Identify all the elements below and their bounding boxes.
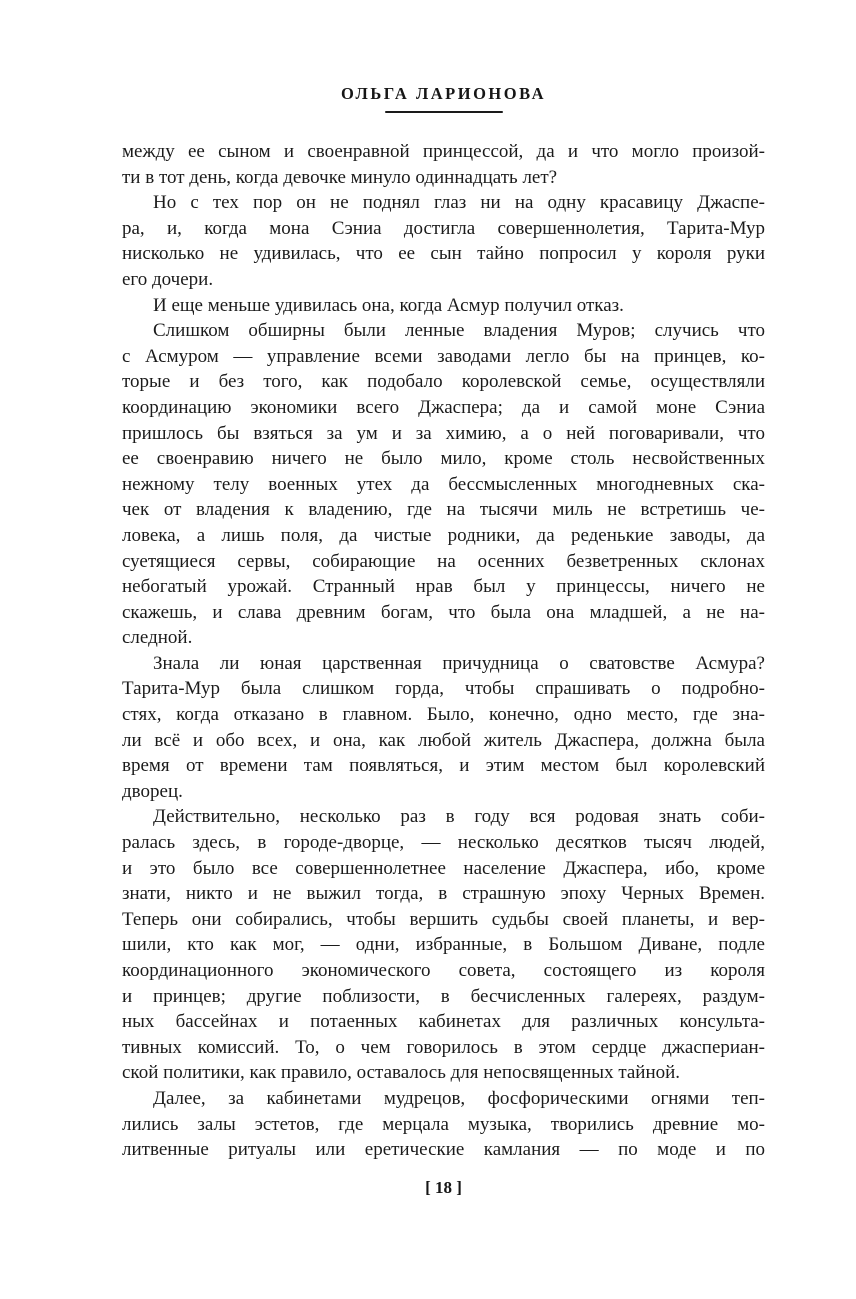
text-line: ралась здесь, в городе-дворце, — несколько десятков тысяч людей,: [122, 832, 765, 854]
text-line: Далее, за кабинетами мудрецов, фосфорическими огнями теп-: [153, 1087, 765, 1109]
text-line: ской политики, как правило, оставалось для непосвященных тайной.: [122, 1062, 681, 1084]
text-line: стях, когда отказано в главном. Было, конечно, одно место, где зна-: [122, 704, 765, 726]
text-line: нисколько не удивилась, что ее сын тайно попросил у короля руки: [122, 243, 765, 265]
text-line: шили, кто как мог, — одни, избранные, в Большом Диване, подле: [122, 934, 765, 956]
text-line: Но с тех пор он не поднял глаз ни на одну красавицу Джаспе-: [153, 192, 765, 214]
page-text: [122, 139, 765, 1163]
text-line: ра, и, когда мона Сэниа достигла совершеннолетия, Тарита-Мур: [122, 217, 765, 239]
text-line: время от времени там появляться, и этим местом был королевский: [122, 755, 765, 777]
text-line: и это было все совершеннолетнее население Джаспера, ибо, кроме: [122, 857, 765, 879]
text-line: скажешь, и слава древним богам, что была она младшей, а не на-: [122, 601, 765, 623]
page-footer: [122, 1178, 765, 1198]
text-line: Знала ли юная царственная причудница о сватовстве Асмура?: [153, 652, 765, 674]
text-line: Действительно, несколько раз в году вся родовая знать соби-: [153, 806, 765, 828]
text-line: следной.: [122, 627, 193, 649]
page-header: [122, 84, 765, 113]
text-line: ее своенравию ничего не было мило, кроме столь несвойственных: [122, 448, 765, 470]
text-line: координацию экономики всего Джаспера; да и самой моне Сэниа: [122, 396, 765, 418]
text-line: его дочери.: [122, 268, 214, 290]
text-line: ловека, а лишь поля, да чистые родники, да реденькие заводы, да: [122, 524, 765, 546]
text-line: литвенные ритуалы или еретические камлания — по моде и по: [122, 1139, 765, 1161]
text-line: Слишком обширны были ленные владения Муров; случись что: [153, 320, 765, 342]
text-line: торые и без того, как подобало королевской семье, осуществляли: [122, 371, 765, 393]
text-line: И еще меньше удивилась она, когда Асмур получил отказ.: [153, 294, 624, 316]
text-line: чек от владения к владению, где на тысячи миль не встретишь че-: [122, 499, 765, 521]
text-line: пришлось бы взяться за ум и за химию, а о ней поговаривали, что: [122, 422, 765, 444]
text-line: дворец.: [122, 780, 183, 802]
text-line: Теперь они собирались, чтобы вершить судьбы своей планеты, и вер-: [122, 908, 765, 930]
header-rule-decoration: [385, 111, 503, 113]
text-line: небогатый урожай. Странный нрав был у принцессы, ничего не: [122, 576, 765, 598]
text-line: нежному телу военных утех да бессмысленных многодневных ска-: [122, 473, 765, 495]
text-line: знати, никто и не выжил тогда, в страшную эпоху Черных Времен.: [122, 883, 765, 905]
text-line: и принцев; другие поблизости, в бесчисленных галереях, раздум-: [122, 985, 765, 1007]
text-line: координационного экономического совета, состоящего из короля: [122, 960, 765, 981]
page-number: [ 18 ]: [425, 1178, 462, 1197]
text-line: ли всё и обо всех, и она, как любой житель Джаспера, должна была: [122, 729, 765, 751]
text-line: между ее сыном и своенравной принцессой, да и что могло произой-: [122, 141, 765, 162]
text-line: тивных комиссий. То, о чем говорилось в этом сердце джаспериан-: [122, 1036, 765, 1058]
text-line: суетящиеся сервы, собирающие на осенних безветренных склонах: [122, 550, 765, 572]
text-line: ти в тот день, когда девочке минуло одиннадцать лет?: [122, 166, 558, 188]
running-header-title: ОЛЬГА ЛАРИОНОВА: [341, 84, 546, 103]
text-line: Тарита-Мур была слишком горда, чтобы спрашивать о подробно-: [122, 678, 765, 700]
text-line: с Асмуром — управление всеми заводами легло бы на принцев, ко-: [122, 345, 765, 367]
text-line: ных бассейнах и потаенных кабинетах для различных консульта-: [122, 1011, 765, 1033]
text-line: лились залы эстетов, где мерцала музыка, творились древние мо-: [122, 1113, 765, 1135]
